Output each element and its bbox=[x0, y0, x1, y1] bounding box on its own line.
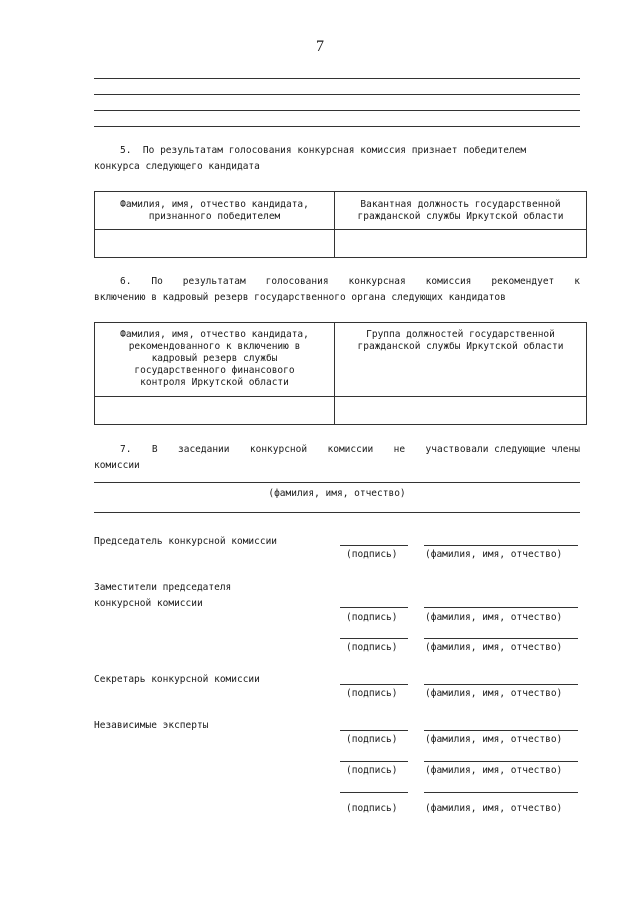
winner-table-header-name: Фамилия, имя, отчество кандидата, признанного победителем bbox=[95, 192, 335, 230]
absent-members-line[interactable] bbox=[94, 482, 580, 483]
page-number: 7 bbox=[316, 38, 324, 55]
signature-line[interactable] bbox=[340, 638, 408, 639]
section5-text: По результатам голосования конкурсная комиссия признает победителем bbox=[142, 145, 527, 156]
signature-line[interactable] bbox=[340, 730, 408, 731]
sign-label: (подпись) bbox=[346, 688, 398, 699]
section6-line1: 6. По результатам голосования конкурсная комиссия рекомендует к bbox=[120, 274, 580, 290]
section7-line1: 7. В заседании конкурсной комиссии не участвовали следующие члены bbox=[120, 442, 580, 458]
name-line[interactable] bbox=[424, 638, 578, 639]
sign-label: (подпись) bbox=[346, 612, 398, 623]
reserve-table-header-group: Группа должностей государственной гражданской службы Иркутской области bbox=[335, 323, 587, 397]
signature-line[interactable] bbox=[340, 607, 408, 608]
deputies-label-line2: конкурсной комиссии bbox=[94, 598, 203, 609]
signature-line[interactable] bbox=[340, 761, 408, 762]
sign-label: (подпись) bbox=[346, 734, 398, 745]
name-line[interactable] bbox=[424, 792, 578, 793]
secretary-label: Секретарь конкурсной комиссии bbox=[94, 674, 260, 685]
name-label: (фамилия, имя, отчество) bbox=[425, 642, 563, 653]
chairman-label: Председатель конкурсной комиссии bbox=[94, 536, 278, 547]
signature-line[interactable] bbox=[340, 545, 408, 546]
reserve-table-cell[interactable] bbox=[95, 397, 335, 425]
reserve-table-header-name: Фамилия, имя, отчество кандидата, рекомендованного к включению в кадровый резерв службы государственного финансового контроля Иркутской области bbox=[95, 323, 335, 397]
winner-table bbox=[94, 191, 587, 258]
winner-table-cell[interactable] bbox=[335, 230, 587, 258]
signature-line[interactable] bbox=[340, 684, 408, 685]
winner-table-cell[interactable] bbox=[95, 230, 335, 258]
name-label: (фамилия, имя, отчество) bbox=[425, 765, 563, 776]
section5-line1 bbox=[120, 143, 526, 159]
name-label: (фамилия, имя, отчество) bbox=[425, 803, 563, 814]
section5-number: 5. bbox=[120, 145, 132, 156]
name-label: (фамилия, имя, отчество) bbox=[425, 688, 563, 699]
absent-members-line[interactable] bbox=[94, 512, 580, 513]
sign-label: (подпись) bbox=[346, 803, 398, 814]
sign-label: (подпись) bbox=[346, 642, 398, 653]
name-line[interactable] bbox=[424, 607, 578, 608]
signature-line[interactable] bbox=[340, 792, 408, 793]
sign-label: (подпись) bbox=[346, 549, 398, 560]
blank-line bbox=[94, 126, 580, 127]
section7-line2: комиссии bbox=[94, 460, 140, 471]
section7-number: 7. bbox=[120, 444, 132, 455]
blank-line bbox=[94, 94, 580, 95]
section6-number: 6. bbox=[120, 276, 132, 287]
name-line[interactable] bbox=[424, 730, 578, 731]
blank-line bbox=[94, 110, 580, 111]
reserve-table bbox=[94, 322, 587, 425]
section6-line2: включению в кадровый резерв государственного органа следующих кандидатов bbox=[94, 292, 506, 303]
name-line[interactable] bbox=[424, 684, 578, 685]
section5-line2: конкурса следующего кандидата bbox=[94, 161, 260, 172]
name-line[interactable] bbox=[424, 761, 578, 762]
name-label: (фамилия, имя, отчество) bbox=[425, 734, 563, 745]
name-line[interactable] bbox=[424, 545, 578, 546]
fio-caption: (фамилия, имя, отчество) bbox=[268, 488, 406, 499]
winner-table-header-position: Вакантная должность государственной гражданской службы Иркутской области bbox=[335, 192, 587, 230]
blank-line bbox=[94, 78, 580, 79]
reserve-table-cell[interactable] bbox=[335, 397, 587, 425]
name-label: (фамилия, имя, отчество) bbox=[425, 612, 563, 623]
experts-label: Независимые эксперты bbox=[94, 720, 209, 731]
name-label: (фамилия, имя, отчество) bbox=[425, 549, 563, 560]
sign-label: (подпись) bbox=[346, 765, 398, 776]
deputies-label-line1: Заместители председателя bbox=[94, 582, 232, 593]
